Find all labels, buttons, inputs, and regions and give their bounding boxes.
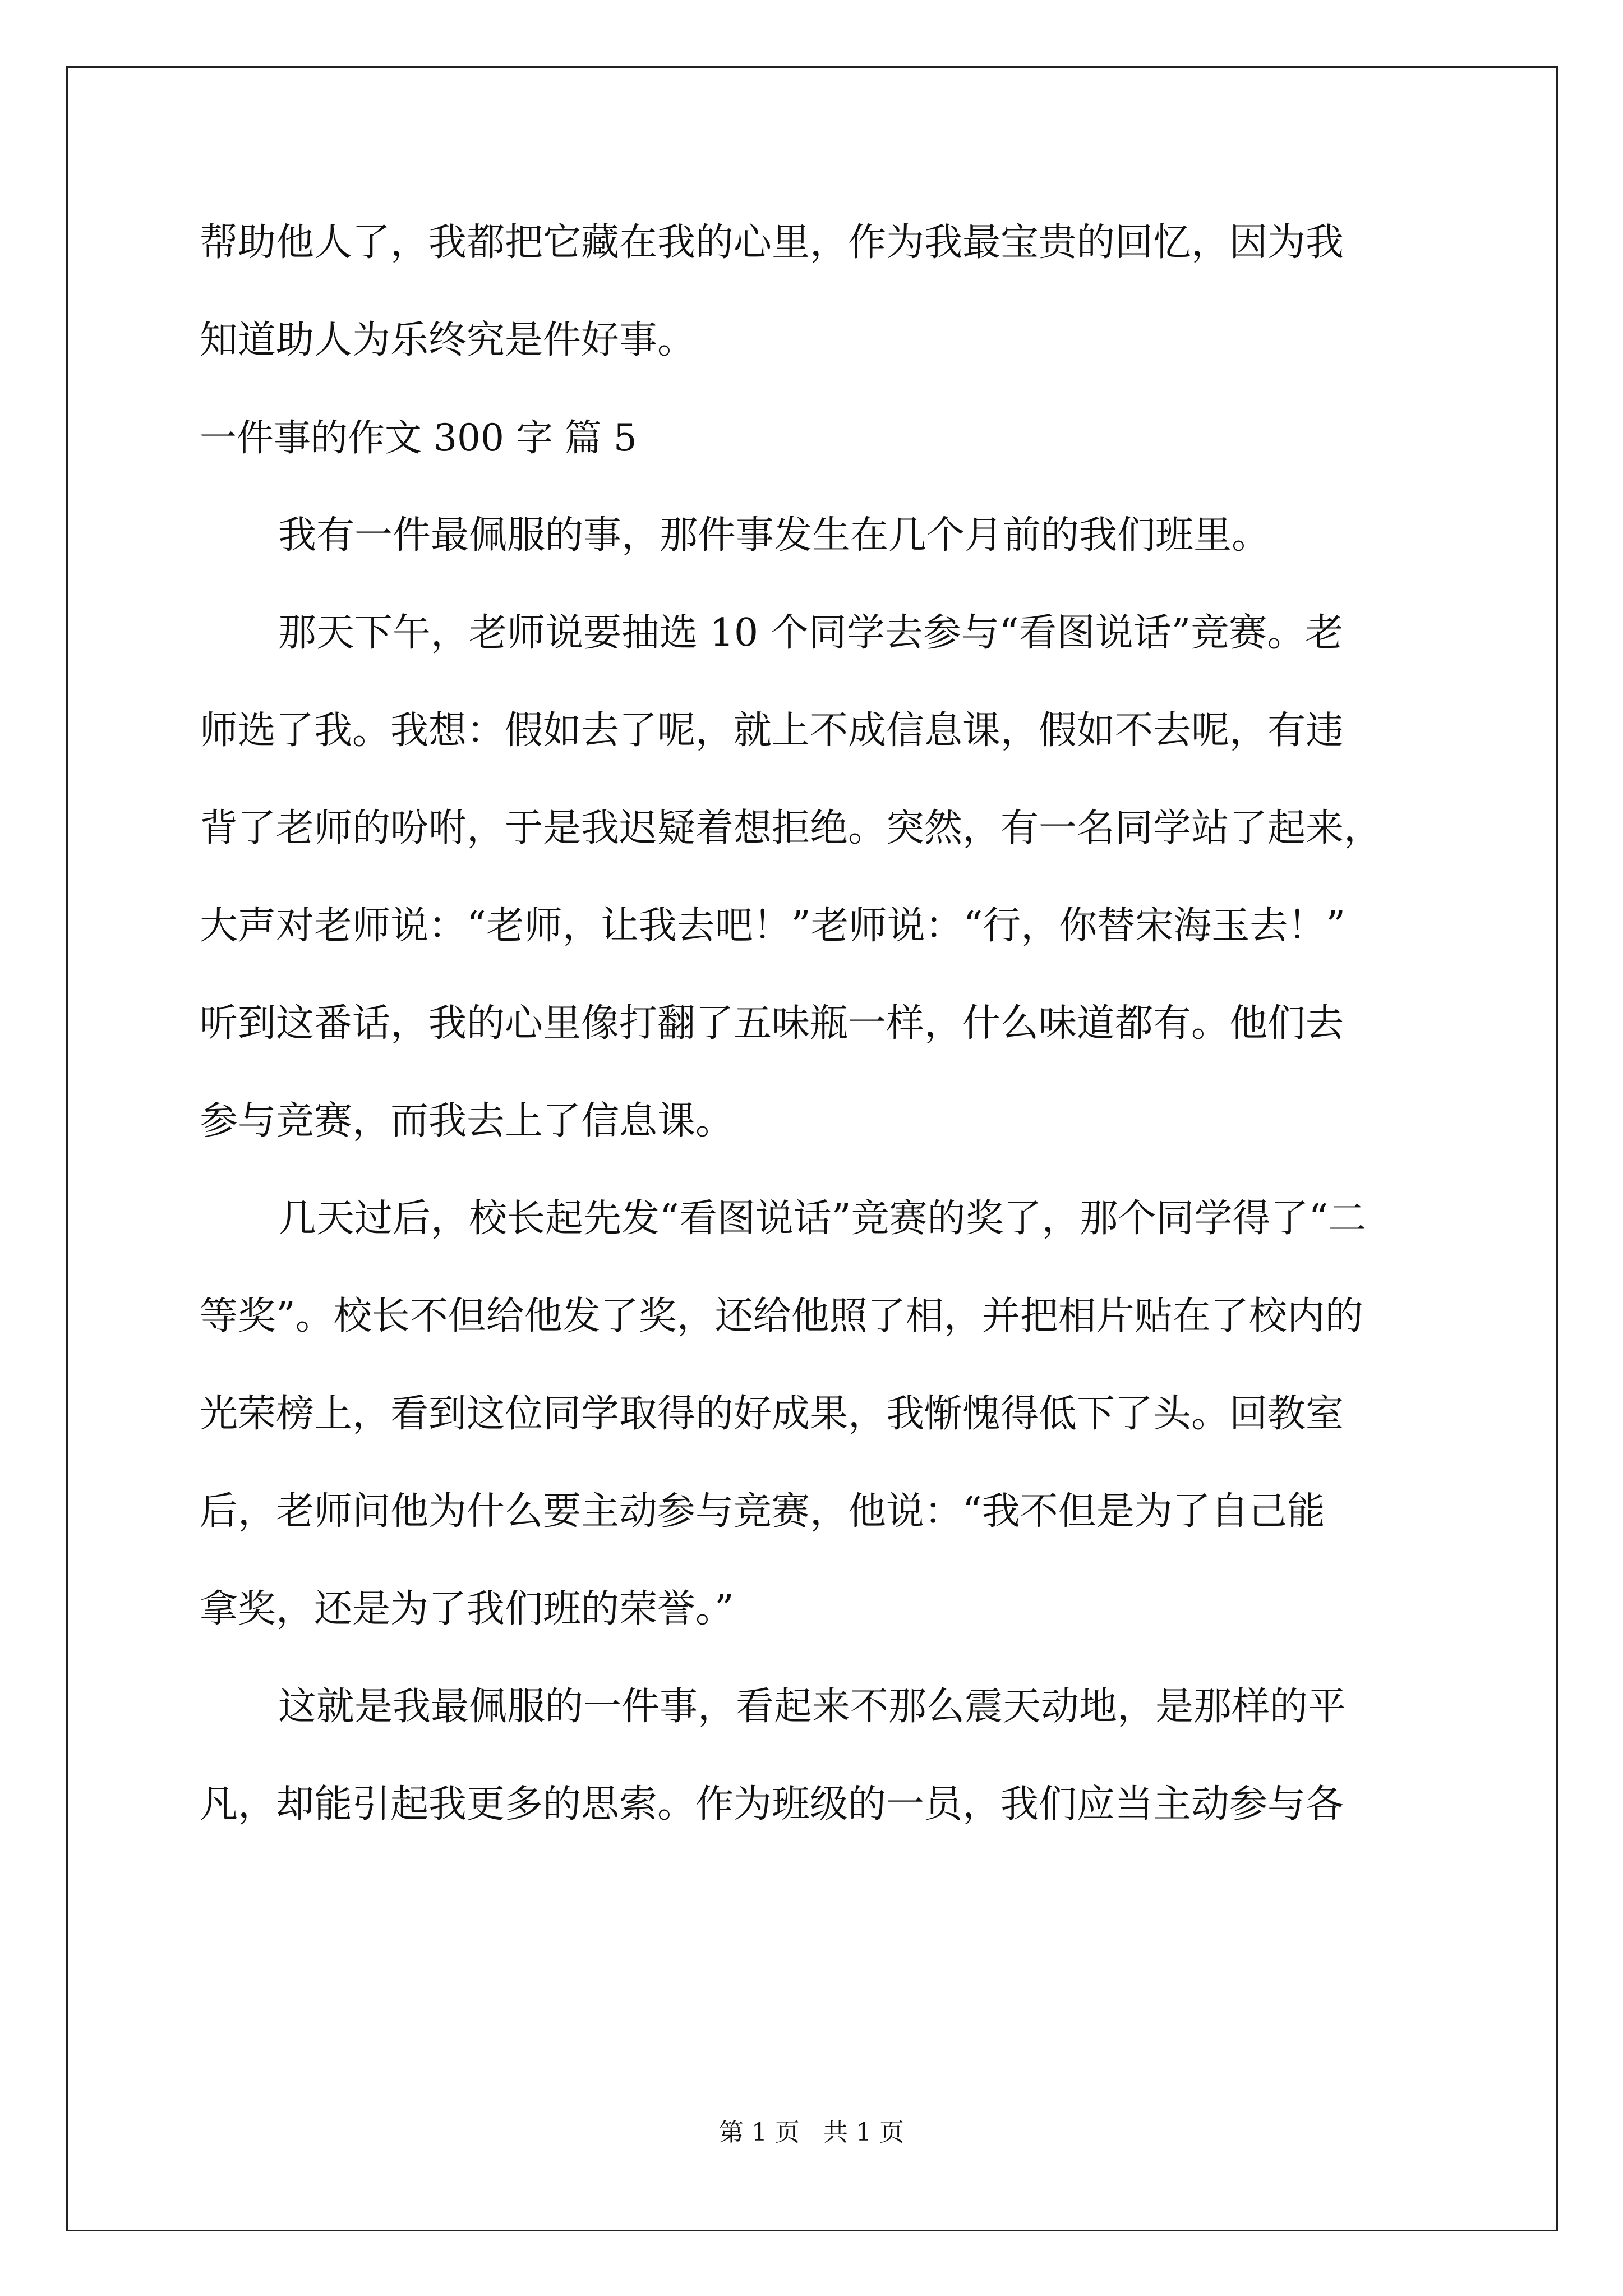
text-line: 拿奖，还是为了我们班的荣誉。” (200, 1587, 734, 1631)
text-line: 听到这番话，我的心里像打翻了五味瓶一样，什么味道都有。他们去 (200, 1001, 1344, 1046)
text-line: 凡，却能引起我更多的思索。作为班级的一员，我们应当主动参与各 (200, 1782, 1344, 1826)
document-body (200, 194, 1433, 1853)
paragraph-start: 几天过后，校长起先发“看图说话”竞赛的奖了，那个同学得了“二 (278, 1197, 1367, 1241)
text-line: 参与竞赛，而我去上了信息课。 (200, 1099, 734, 1143)
text-line: 师选了我。我想：假如去了呢，就上不成信息课，假如不去呢，有违 (200, 708, 1344, 753)
page-footer: 第 1 页 共 1 页 (719, 2118, 904, 2147)
section-heading: 一件事的作文 300 字 篇 5 (200, 416, 637, 459)
text-line: 后，老师问他为什么要主动参与竞赛，他说：“我不但是为了自己能 (200, 1489, 1325, 1534)
paragraph-start: 那天下午，老师说要抽选 10 个同学去参与“看图说话”竞赛。老 (278, 611, 1344, 655)
text-line: 背了老师的吩咐，于是我迟疑着想拒绝。突然，有一名同学站了起来， (200, 806, 1382, 850)
text-line: 光荣榜上，看到这位同学取得的好成果，我惭愧得低下了头。回教室 (200, 1392, 1344, 1436)
paragraph-start: 这就是我最佩服的一件事，看起来不那么震天动地，是那样的平 (278, 1685, 1347, 1729)
paragraph-start: 我有一件最佩服的事，那件事发生在几个月前的我们班里。 (278, 513, 1270, 558)
text-line: 大声对老师说：“老师，让我去吧！”老师说：“行，你替宋海玉去！” (200, 904, 1346, 948)
text-line: 等奖”。校长不但给他发了奖，还给他照了相，并把相片贴在了校内的 (200, 1294, 1363, 1338)
text-line: 知道助人为乐终究是件好事。 (200, 318, 696, 362)
text-line: 帮助他人了，我都把它藏在我的心里，作为我最宝贵的回忆，因为我 (200, 220, 1344, 265)
